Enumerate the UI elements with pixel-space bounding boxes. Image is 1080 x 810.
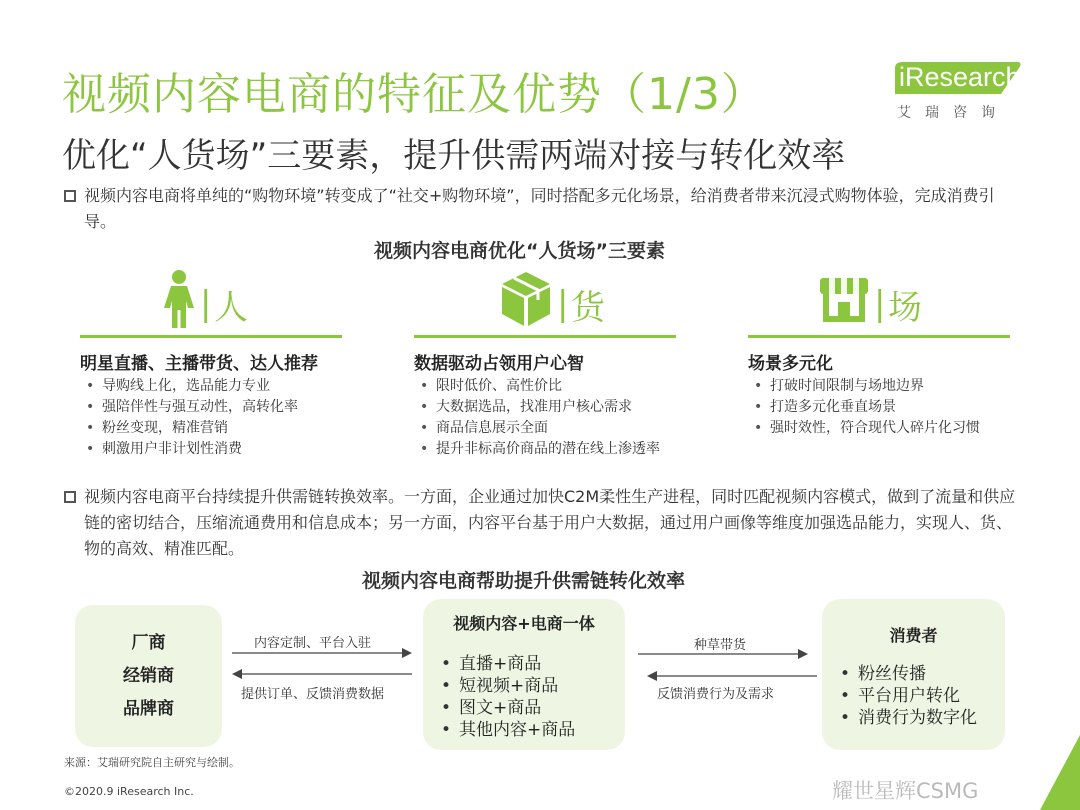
bullet-text: 视频内容电商将单纯的“购物环境”转变成了“社交+购物环境”，同时搭配多元化场景，给消费者带来沉浸式购物体验，完成消费引导。 <box>84 186 995 231</box>
list-item: • 短视频+商品 <box>437 675 575 697</box>
bullet-paragraph-1 <box>64 183 1024 235</box>
consumers-list <box>836 663 977 729</box>
watermark: 耀世星辉CSMG <box>832 779 979 803</box>
column-header <box>80 262 342 338</box>
list-item: • 其他内容+商品 <box>437 719 575 741</box>
column-char: 场 <box>888 288 922 328</box>
supplier-line: 厂商 <box>131 633 166 653</box>
column-header <box>414 262 676 338</box>
page-title: 视频内容电商的特征及优势（1/3） <box>62 69 766 120</box>
supplier-line: 经销商 <box>123 666 174 686</box>
iresearch-logo <box>893 60 1023 122</box>
bullet-text: 视频内容电商平台持续提升供需链转换效率。一方面，企业通过加快C2M柔性生产进程，同时匹配视频内容模式，做到了流量和供应链的密切结合，压缩流通费用和信息成本；另一方面，内容平台基于用户大数据，通过用户画像等维度加强选品能力，实现人、货、物的高效、精准匹配。 <box>84 487 1016 558</box>
list-item: • 刺激用户非计划性消费 <box>80 439 342 460</box>
column-title: 明星直播、主播带货、达人推荐 <box>80 354 318 374</box>
logo-wordmark: iResearch <box>899 62 1021 92</box>
square-bullet-icon <box>64 190 76 202</box>
list-item: • 粉丝传播 <box>836 663 977 685</box>
arrow-right-icon <box>638 648 810 660</box>
section-heading-supply-chain: 视频内容电商帮助提升供需链转化效率 <box>362 570 686 592</box>
column-list <box>414 376 676 460</box>
flow-label-right-back: 反馈消费行为及需求 <box>657 687 775 702</box>
column-separator: | <box>557 284 569 324</box>
column-header <box>748 262 1010 338</box>
list-item: • 大数据选品，找准用户核心需求 <box>414 397 676 418</box>
list-item: • 直播+商品 <box>437 653 575 675</box>
list-item: • 强时效性，符合现代人碎片化习惯 <box>748 418 1010 439</box>
list-item: • 粉丝变现，精准营销 <box>80 418 342 439</box>
flow-label-right-forward: 种草带货 <box>694 638 747 653</box>
column-goods <box>414 262 676 460</box>
list-item: • 打破时间限制与场地边界 <box>748 376 1010 397</box>
list-item: • 强陪伴性与强互动性，高转化率 <box>80 397 342 418</box>
package-icon <box>500 270 552 328</box>
column-title: 场景多元化 <box>748 354 833 374</box>
video-ecommerce-box <box>423 599 625 750</box>
arrow-left-icon <box>230 668 412 680</box>
square-bullet-icon <box>64 491 76 503</box>
copyright: ©2020.9 iResearch Inc. <box>64 785 194 798</box>
logo-subtitle: 艾瑞咨询 <box>897 105 1009 121</box>
column-separator: | <box>874 284 886 324</box>
list-item: • 限时低价、高性价比 <box>414 376 676 397</box>
list-item: • 图文+商品 <box>437 697 575 719</box>
supplier-line: 品牌商 <box>123 699 174 719</box>
list-item: • 导购线上化，选品能力专业 <box>80 376 342 397</box>
column-list <box>80 376 342 460</box>
flow-label-left-forward: 内容定制、平台入驻 <box>254 636 372 651</box>
column-separator: | <box>200 284 212 324</box>
video-ecommerce-list <box>437 653 575 741</box>
video-ecommerce-title: 视频内容+电商一体 <box>453 614 595 633</box>
bullet-paragraph-2 <box>64 484 1026 562</box>
source-note: 来源：艾瑞研究院自主研究与绘制。 <box>64 756 240 769</box>
suppliers-box <box>75 605 222 747</box>
section-heading-people-goods-scene: 视频内容电商优化“人货场”三要素 <box>374 240 665 262</box>
list-item: • 打造多元化垂直场景 <box>748 397 1010 418</box>
flow-label-left-back: 提供订单、反馈消费数据 <box>241 687 385 702</box>
page-subtitle: 优化“人货场”三要素，提升供需两端对接与转化效率 <box>62 136 846 176</box>
column-char: 货 <box>571 288 605 328</box>
list-item: • 提升非标高价商品的潜在线上渗透率 <box>414 439 676 460</box>
arrow-right-icon <box>232 647 414 659</box>
list-item: • 商品信息展示全面 <box>414 418 676 439</box>
list-item: • 消费行为数字化 <box>836 707 977 729</box>
column-char: 人 <box>214 288 248 328</box>
column-scene <box>748 262 1010 439</box>
suppliers-lines <box>75 627 222 726</box>
column-list <box>748 376 1010 439</box>
consumers-title: 消费者 <box>889 626 938 645</box>
consumers-box <box>822 599 1005 750</box>
person-icon <box>162 270 196 328</box>
column-title: 数据驱动占领用户心智 <box>414 354 584 374</box>
list-item: • 平台用户转化 <box>836 685 977 707</box>
arrow-left-icon <box>645 670 817 682</box>
storefront-icon <box>818 270 870 324</box>
corner-decoration-icon <box>1040 735 1080 810</box>
column-people <box>80 262 342 460</box>
